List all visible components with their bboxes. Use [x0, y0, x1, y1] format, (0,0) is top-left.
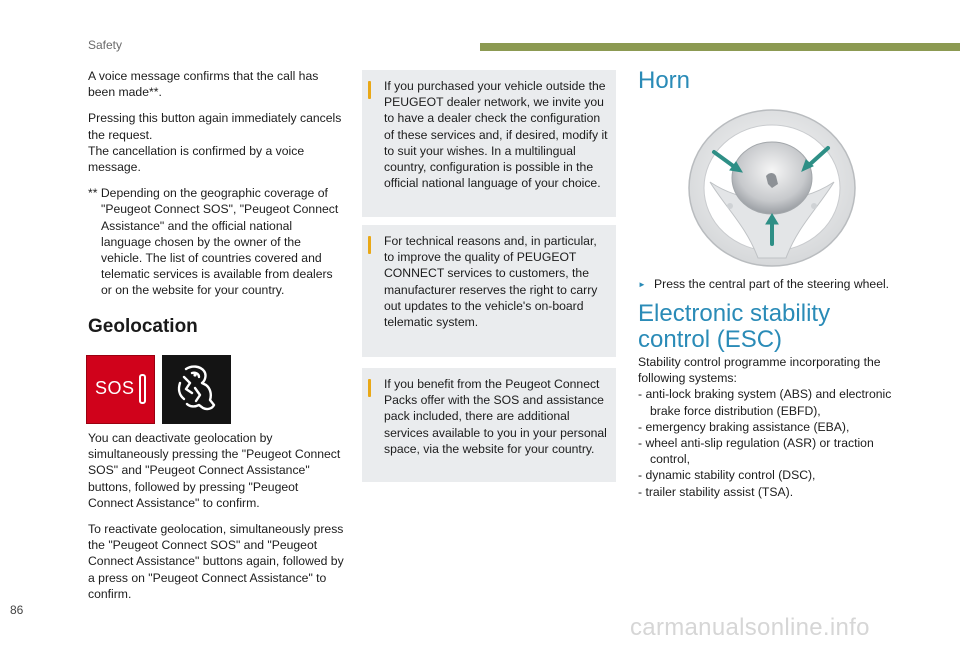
info-box-dealer-text: If you purchased your vehicle outside the PEUGEOT dealer network, we invite you to have a dealer check the configuration of these services and, if desired, modify it to suit your wishes. In a multilingual country, configuration is possible in the official national language of your choice. — [384, 79, 608, 191]
watermark: carmanualsonline.info — [630, 614, 870, 641]
esc-intro: Stability control programme incorporating the following systems: — [638, 355, 881, 386]
lion-logo-icon — [162, 355, 231, 424]
geolocation-heading: Geolocation — [88, 316, 198, 337]
assistance-button-illustration — [162, 355, 231, 424]
cancel-text: Pressing this button again immediately cancels the request. — [88, 111, 342, 142]
esc-item: - trailer stability assist (TSA). — [638, 484, 794, 499]
cancel-confirm-text: The cancellation is confirmed by a voice message. — [88, 143, 305, 175]
section-label: Safety — [88, 38, 123, 52]
info-box-updates-text: For technical reasons and, in particular, to improve the quality of PEUGEOT CONNECT services to customers, the manufacturer reserves the right to carry out updates to the vehicle's on-board telematic system. — [384, 234, 598, 330]
horn-instruction — [638, 276, 898, 293]
column-left — [88, 68, 344, 299]
geo-deactivate-text: You can deactivate geolocation by simultaneously pressing the "Peugeot Connect SOS" and "Peugeot Connect Assistance" buttons, followed by pressing "Peugeot Connect Assistance" to confirm. — [88, 431, 341, 510]
info-box-packs — [362, 368, 616, 482]
steering-wheel-illustration — [686, 108, 856, 270]
arrow-bullet-icon: ► — [638, 280, 646, 289]
esc-item: - emergency braking assistance (EBA), — [638, 419, 850, 434]
esc-item: - dynamic stability control (DSC), — [638, 468, 816, 483]
header-rule — [480, 43, 960, 51]
esc-item: - wheel anti-slip regulation (ASR) or traction control, — [638, 436, 874, 467]
info-bar-icon — [368, 81, 371, 99]
call-confirm-text: A voice message confirms that the call has been made**. — [88, 69, 319, 100]
horn-instruction-text: Press the central part of the steering wheel. — [654, 277, 890, 291]
sos-indicator-icon — [139, 374, 146, 404]
esc-item: - anti-lock braking system (ABS) and electronic brake force distribution (EBFD), — [638, 387, 892, 418]
footnote: ** Depending on the geographic coverage of "Peugeot Connect SOS", "Peugeot Connect Assistance" and the official national language chosen by the owner of the vehicle. The list of countries covered and telematic services is available from dealers or on the website for your country. — [88, 186, 339, 298]
horn-heading: Horn — [638, 67, 691, 94]
esc-heading: Electronic stability control (ESC) — [638, 300, 831, 353]
info-box-updates — [362, 225, 616, 357]
info-box-packs-text: If you benefit from the Peugeot Connect Packs offer with the SOS and assistance pack included, there are additional services available to you in your personal space, via the website for your country. — [384, 377, 607, 456]
page-number: 86 — [10, 603, 24, 617]
esc-body — [638, 354, 898, 500]
sos-button-illustration — [86, 355, 155, 424]
geo-reactivate-text: To reactivate geolocation, simultaneously press the "Peugeot Connect SOS" and "Peugeot Connect Assistance" buttons again, followed by a press on "Peugeot Connect Assistance" to confirm. — [88, 522, 344, 601]
info-bar-icon — [368, 236, 371, 254]
geolocation-body — [88, 430, 344, 602]
sos-label: SOS — [95, 378, 135, 398]
info-bar-icon — [368, 379, 371, 397]
info-box-dealer — [362, 70, 616, 217]
